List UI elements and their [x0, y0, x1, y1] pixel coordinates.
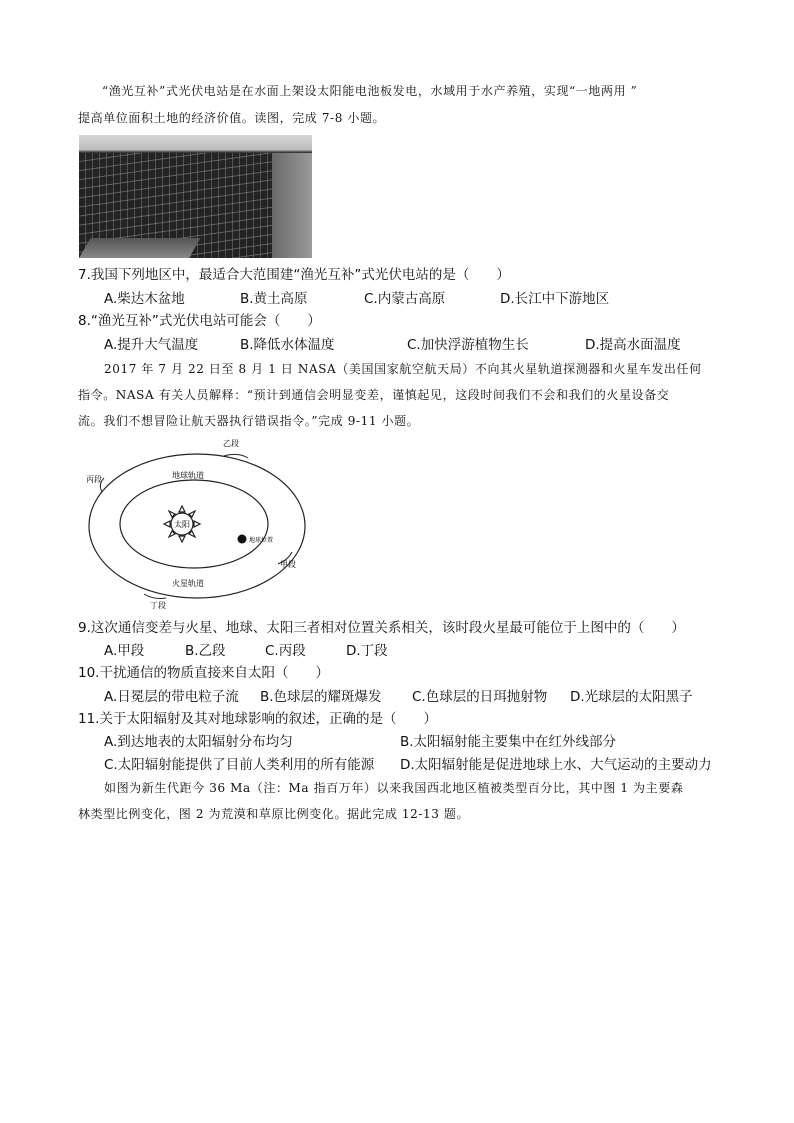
question-8-stem: 8.“渔光互补”式光伏电站可能会（ ）: [78, 313, 321, 329]
question-7-option-d[interactable]: D.长江中下游地区: [500, 291, 610, 307]
question-8-option-a[interactable]: A.提升大气温度: [104, 337, 199, 353]
question-10-option-b[interactable]: B.色球层的耀斑爆发: [260, 689, 382, 705]
question-9-option-d[interactable]: D.丁段: [346, 643, 388, 659]
question-10-stem: 10.干扰通信的物质直接来自太阳（ ）: [78, 665, 329, 681]
intro-paragraph-3-line-2: 林类型比例变化，图 2 为荒漠和草原比例变化。据此完成 12-13 题。: [78, 807, 470, 821]
question-11-option-c[interactable]: C.太阳辐射能提供了目前人类利用的所有能源: [104, 757, 375, 773]
mars-orbit-label: 火星轨道: [172, 579, 204, 588]
question-8-option-d[interactable]: D.提高水面温度: [585, 337, 681, 353]
segment-jia-label: 甲段: [280, 560, 296, 569]
question-11-option-d[interactable]: D.太阳辐射能是促进地球上水、大气运动的主要动力: [400, 757, 712, 773]
question-9-stem: 9.这次通信变差与火星、地球、太阳三者相对位置关系相关，该时段火星最可能位于上图中的（ ）: [78, 620, 685, 636]
question-10-option-c[interactable]: C.色球层的日珥抛射物: [412, 689, 548, 705]
earth-position-label: 地球位置: [249, 537, 274, 544]
question-9-option-c[interactable]: C.丙段: [265, 643, 306, 659]
intro-paragraph-2-line-3: 流。我们不想冒险让航天器执行错误指令。”完成 9-11 小题。: [78, 414, 420, 428]
intro-paragraph-1-line-2: 提高单位面积土地的经济价值。读图，完成 7-8 小题。: [78, 111, 386, 125]
intro-paragraph-3-line-1: 如图为新生代距今 36 Ma（注：Ma 指百万年）以来我国西北地区植被类型百分比，其中图 1 为主要森: [104, 781, 684, 795]
question-11-option-a[interactable]: A.到达地表的太阳辐射分布均匀: [104, 734, 293, 750]
segment-bing-label: 丙段: [86, 475, 102, 484]
question-11-stem: 11.关于太阳辐射及其对地球影响的叙述，正确的是（ ）: [78, 711, 437, 727]
question-9-option-b[interactable]: B.乙段: [185, 643, 226, 659]
question-10-option-a[interactable]: A.日冕层的带电粒子流: [104, 689, 239, 705]
intro-paragraph-2-line-1: 2017 年 7 月 22 日至 8 月 1 日 NASA（美国国家航空航天局）不向其火星轨道探测器和火星车发出任何: [104, 362, 702, 376]
earth-orbit-label: 地球轨道: [172, 471, 204, 480]
question-7-stem: 7.我国下列地区中，最适合大范围建“渔光互补”式光伏电站的是（ ）: [78, 267, 510, 283]
intro-paragraph-2-line-2: 指令。NASA 有关人员解释：“预计到通信会明显变差，谨慎起见，这段时间我们不会和我们的火星设备交: [78, 388, 670, 402]
question-10-option-d[interactable]: D.光球层的太阳黑子: [570, 689, 693, 705]
orbit-diagram: [78, 436, 318, 612]
question-8-option-c[interactable]: C.加快浮游植物生长: [407, 337, 529, 353]
question-9-option-a[interactable]: A.甲段: [104, 643, 145, 659]
solar-farm-photo: [79, 135, 312, 258]
question-11-option-b[interactable]: B.太阳辐射能主要集中在红外线部分: [400, 734, 617, 750]
question-8-option-b[interactable]: B.降低水体温度: [240, 337, 335, 353]
question-7-option-c[interactable]: C.内蒙古高原: [364, 291, 446, 307]
segment-yi-label: 乙段: [223, 439, 239, 448]
intro-paragraph-1-line-1: “渔光互补”式光伏电站是在水面上架设太阳能电池板发电，水域用于水产养殖，实现“一地两用 ”: [102, 84, 638, 98]
question-7-option-a[interactable]: A.柴达木盆地: [104, 291, 185, 307]
question-7-option-b[interactable]: B.黄土高原: [240, 291, 308, 307]
segment-ding-label: 丁段: [150, 601, 166, 610]
earth-position-dot: [238, 535, 247, 544]
sun-label: 太阳: [174, 520, 190, 529]
